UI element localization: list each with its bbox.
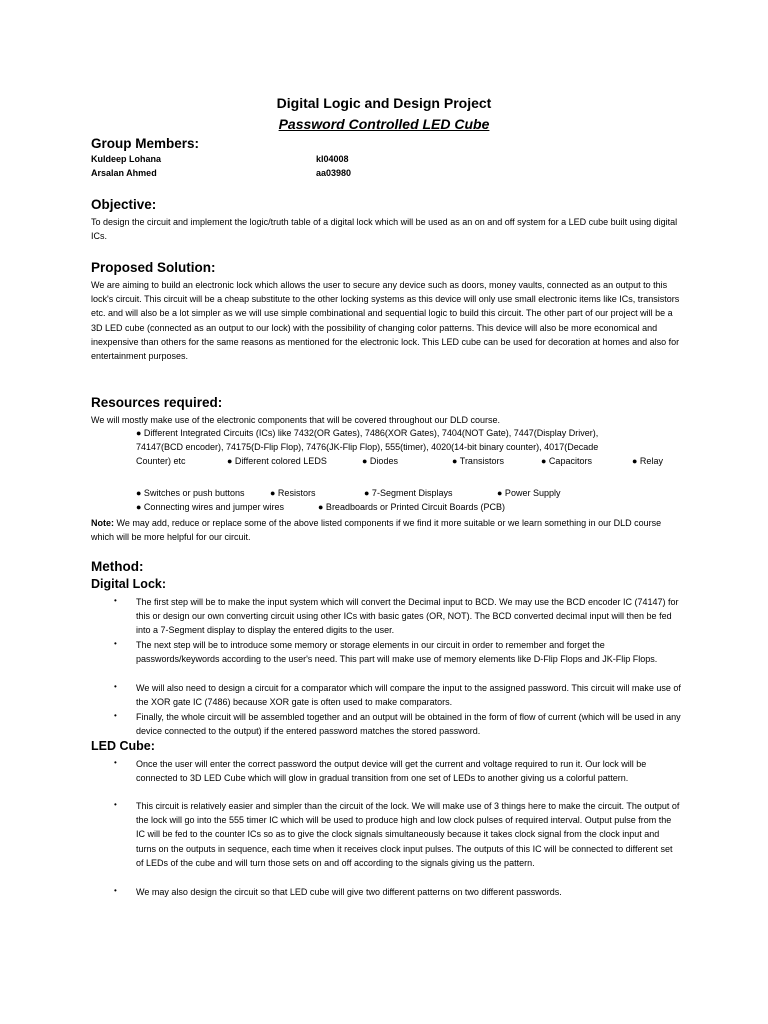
- digital-lock-heading: Digital Lock:: [91, 577, 167, 591]
- resource-item: ● Breadboards or Printed Circuit Boards (PCB): [318, 502, 506, 512]
- member-id: kl04008: [316, 154, 349, 164]
- member-id: aa03980: [316, 168, 352, 178]
- document-subtitle: Password Controlled LED Cube: [278, 116, 490, 132]
- ic-list-line: 74147(BCD encoder), 74175(D-Flip Flop), 7476(JK-Flip Flop), 555(timer), 4020(14-bit binary counter), 4017(Decade: [136, 442, 599, 452]
- note-text: We may add, reduce or replace some of the above listed components if we find it more suitable or we learn something in our DLD course which will be more helpful for our circuit.: [91, 518, 662, 543]
- note-label: Note:: [91, 518, 114, 528]
- method-heading: Method:: [91, 559, 144, 574]
- list-item: The first step will be to make the input system which will convert the Decimal input to BCD. We may use the BCD encoder IC (74147) for this or design our own converting circuit using other ICs with basic gates (OR, NOT). The BCD converted decimal input will then be fed into a 7-Segment display to display the entered digits to the user.: [136, 597, 679, 636]
- resource-item: ● Relay: [632, 456, 663, 466]
- bullet-icon: •: [114, 758, 117, 767]
- led-cube-heading: LED Cube:: [91, 739, 155, 753]
- bullet-icon: •: [114, 711, 117, 720]
- objective-heading: Objective:: [91, 197, 157, 212]
- list-item: This circuit is relatively easier and simpler than the circuit of the lock. We will make use of 3 things here to make the circuit. The output of the lock will go into the 555 timer IC which will be used to produce high and low clock pulses of required interval. Output pulse from the IC will be fed to the counter ICs so as to give the clock signals simultaneously because it takes clock signal from the clock input and turns on the outputs in sequence, each time when it receives clock input pulses. The outputs of this IC will be connected to different set of LEDs of the cube and will turn those sets on and off according to the signals giving us the pattern.: [136, 801, 680, 868]
- list-item: We may also design the circuit so that LED cube will give two different patterns on two different passwords.: [136, 887, 562, 897]
- resource-item: ● 7-Segment Displays: [364, 488, 453, 498]
- resource-item: ● Power Supply: [497, 488, 561, 498]
- resource-item: ● Transistors: [452, 456, 504, 466]
- bullet-icon: •: [114, 886, 117, 895]
- ic-list-line: Counter) etc: [136, 456, 186, 466]
- bullet-icon: •: [114, 682, 117, 691]
- proposed-solution-heading: Proposed Solution:: [91, 260, 216, 275]
- proposed-solution-text: We are aiming to build an electronic lock which allows the user to secure any device such as doors, money vaults, connected as an output to this lock's circuit. This circuit will be a cheap substitute to the other locking systems as this device will only use small electronic items like ICs, transistors etc. and will also be a lot simpler as we will use simple combinational and sequential logic to build this circuit. The other part of our project will be a 3D LED cube (connected as an output to our lock) with the possibility of changing color patterns. This device will also be more economical and inexpensive than others for the same reasons as mentioned for the electronic lock. This LED cube can be used for decoration at homes and also for entertainment purposes.: [91, 280, 680, 362]
- resources-note: [91, 516, 681, 544]
- bullet-icon: •: [114, 800, 117, 809]
- member-name: Kuldeep Lohana: [91, 154, 162, 164]
- list-item: The next step will be to introduce some memory or storage elements in our circuit in order to remember and forget the passwords/keywords according to the user's need. This part will make use of memory elements like D-Flip Flops and JK-Flip Flops.: [136, 640, 658, 665]
- resource-item: ● Capacitors: [541, 456, 592, 466]
- document-title: Digital Logic and Design Project: [276, 95, 492, 111]
- resource-item: ● Connecting wires and jumper wires: [136, 502, 284, 512]
- resource-item: ● Different colored LEDS: [227, 456, 327, 466]
- resource-item: ● Resistors: [270, 488, 316, 498]
- resources-heading: Resources required:: [91, 395, 223, 410]
- resources-intro: We will mostly make use of the electronic components that will be covered throughout our DLD course.: [91, 415, 501, 425]
- resource-item: ● Diodes: [362, 456, 398, 466]
- objective-text: To design the circuit and implement the logic/truth table of a digital lock which will be used as an on and off system for a LED cube built using digital ICs.: [91, 217, 678, 242]
- member-name: Arsalan Ahmed: [91, 168, 157, 178]
- bullet-icon: •: [114, 639, 117, 648]
- bullet-icon: •: [114, 596, 117, 605]
- resource-item: ● Switches or push buttons: [136, 488, 245, 498]
- list-item: We will also need to design a circuit for a comparator which will compare the input to the assigned password. This circuit will make use of the XOR gate IC (7486) because XOR gate is often used to make comparators.: [136, 683, 681, 708]
- group-members-heading: Group Members:: [91, 136, 200, 151]
- list-item: Finally, the whole circuit will be assembled together and an output will be obtained in the form of flow of current (which will be used in any device connected to the output) if the entered password matches the stored password.: [136, 712, 681, 737]
- list-item: Once the user will enter the correct password the output device will get the current and voltage required to run it. Our lock will be connected to 3D LED Cube which will glow in gradual transition from one set of LEDs to another giving us a colorful pattern.: [136, 759, 647, 784]
- ic-list-line: ● Different Integrated Circuits (ICs) like 7432(OR Gates), 7486(XOR Gates), 7404(NOT Gate), 7447(Display Driver),: [136, 428, 599, 438]
